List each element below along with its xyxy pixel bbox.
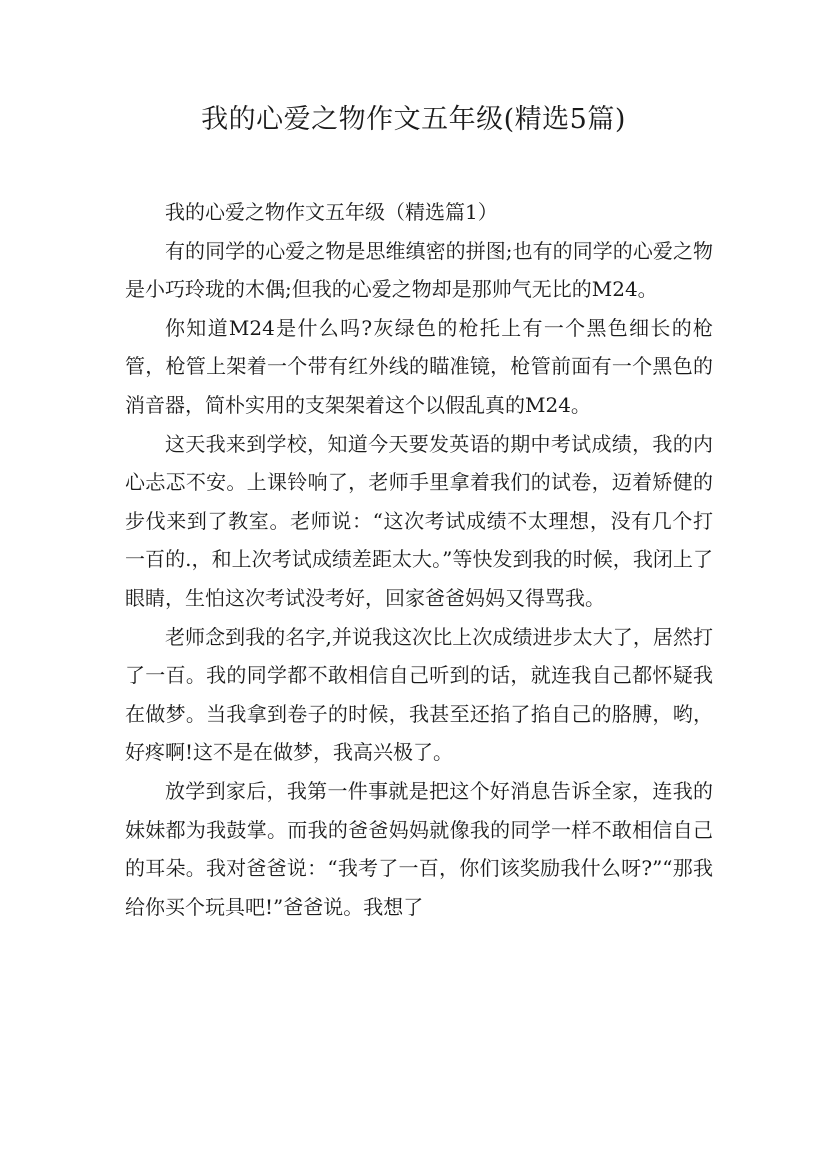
paragraph: 你知道M24是什么吗?灰绿色的枪托上有一个黑色细长的枪管，枪管上架着一个带有红外线的瞄准镜，枪管前面有一个黑色的消音器，简朴实用的支架架着这个以假乱真的M24。	[125, 315, 713, 417]
paragraph: 老师念到我的名字,并说我这次比上次成绩进步太大了，居然打了一百。我的同学都不敢相信自己听到的话，就连我自己都怀疑我在做梦。当我拿到卷子的时候，我甚至还掐了掐自己的胳膊，哟，好疼啊!这不是在做梦，我高兴极了。	[125, 624, 713, 765]
paragraph: 放学到家后，我第一件事就是把这个好消息告诉全家，连我的妹妹都为我鼓掌。而我的爸爸妈妈就像我的同学一样不敢相信自己的耳朵。我对爸爸说：“我考了一百，你们该奖励我什么呀?”“那我给你买个玩具吧!”爸爸说。我想了	[125, 778, 713, 919]
paragraph: 有的同学的心爱之物是思维缜密的拼图;也有的同学的心爱之物是小巧玲珑的木偶;但我的心爱之物却是那帅气无比的M24。	[125, 238, 713, 302]
document-body	[125, 193, 713, 926]
paragraph: 这天我来到学校，知道今天要发英语的期中考试成绩，我的内心忐忑不安。上课铃响了，老师手里拿着我们的试卷，迈着矫健的步伐来到了教室。老师说：“这次考试成绩不太理想，没有几个打一百的.，和上次考试成绩差距太大。”等快发到我的时候，我闭上了眼睛，生怕这次考试没考好，回家爸爸妈妈又得骂我。	[125, 431, 713, 610]
document-title: 我的心爱之物作文五年级(精选5篇)	[201, 104, 626, 135]
section-heading: 我的心爱之物作文五年级（精选篇1）	[165, 200, 498, 224]
